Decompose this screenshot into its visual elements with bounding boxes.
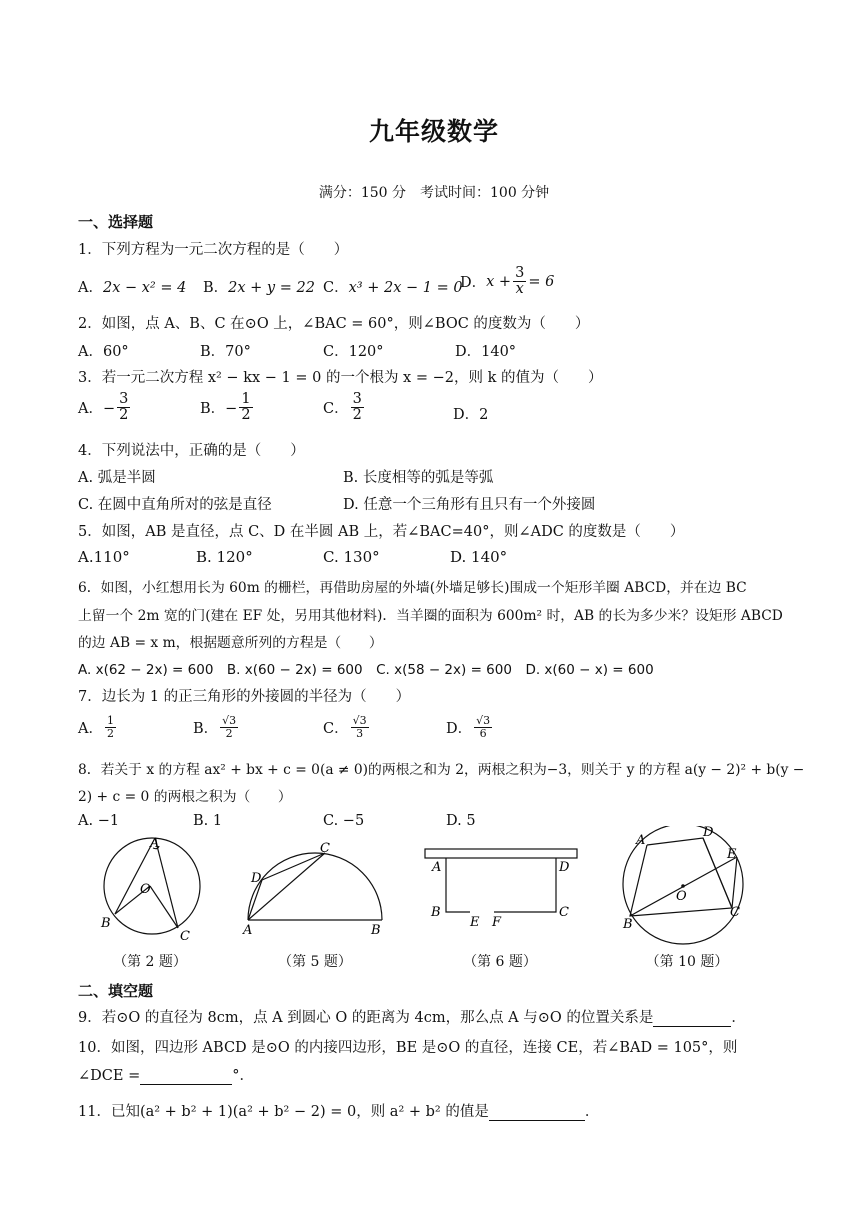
page-title: 九年级数学 xyxy=(368,117,499,146)
question-4-stem: 4．下列说法中，正确的是（ ） xyxy=(78,443,305,459)
exam-info: 满分：150 分 考试时间：100 分钟 xyxy=(318,185,550,201)
fig10-label-e: E xyxy=(727,847,737,862)
fig10-label-a: A xyxy=(636,833,646,848)
q8-option-c: C. −5 xyxy=(323,813,365,829)
fig5-label-a: A xyxy=(243,923,253,938)
fig2-label-b: B xyxy=(101,916,111,931)
q5-option-d: D. 140° xyxy=(450,548,508,566)
question-6-line-2: 上留一个 2m 宽的门(建在 EF 处，另用其他材料)．当羊圈的面积为 600m² 时，AB 的长为多少米？设矩形 ABCD xyxy=(78,608,783,624)
question-6-line-1: 6．如图，小红想用长为 60m 的栅栏，再借助房屋的外墙(外墙足够长)围成一个矩形羊圈 ABCD，并在边 BC xyxy=(78,580,747,596)
caption-figure-6: （第 6 题） xyxy=(463,954,537,970)
q2-option-a: A．60° xyxy=(78,344,129,360)
question-6-line-3: 的边 AB = x m，根据题意所列的方程是（ ） xyxy=(78,635,383,651)
q10-answer-blank[interactable] xyxy=(140,1070,232,1085)
fig6-label-a: A xyxy=(432,860,442,875)
fig10-label-c: C xyxy=(730,905,740,920)
fig10-label-b: B xyxy=(623,917,633,932)
question-9: 9．若⊙O 的直径为 8cm，点 A 到圆心 O 的距离为 4cm，那么点 A 与⊙O 的位置关系是 ． xyxy=(78,1010,746,1026)
geometry-figures xyxy=(0,826,868,956)
q5-option-b: B. 120° xyxy=(196,548,253,566)
q1-option-b: B．2x + y = 22 xyxy=(203,280,315,296)
q8-option-b: B. 1 xyxy=(193,813,223,829)
question-5-stem: 5．如图，AB 是直径，点 C、D 在半圆 AB 上，若∠BAC=40°，则∠ADC 的度数是（ ） xyxy=(78,524,685,540)
q5-option-c: C. 130° xyxy=(323,548,380,566)
q7-option-b: B． $\frac{√3}{2}$ xyxy=(193,714,237,740)
fig2-label-c: C xyxy=(180,929,190,944)
fig2-label-o: O xyxy=(140,882,151,897)
question-10-line-1: 10．如图，四边形 ABCD 是⊙O 的内接四边形，BE 是⊙O 的直径，连接 CE，若∠BAD = 105°，则 xyxy=(78,1040,738,1056)
caption-figure-2: （第 2 题） xyxy=(113,954,187,970)
fig10-center-dot xyxy=(681,884,685,888)
fig6-label-f: F xyxy=(492,915,502,930)
question-8-line-2: 2) + c = 0 的两根之积为（ ） xyxy=(78,789,292,805)
q3-option-b: B．− $\frac{1}{2}$ xyxy=(200,391,251,424)
question-11: 11．已知(a² + b² + 1)(a² + b² − 2) = 0，则 a² + b² 的值是 ． xyxy=(78,1104,600,1120)
question-10-line-2: ∠DCE = °． xyxy=(78,1068,254,1084)
q1-option-d: D． x + $\frac{3}{x}$ = 6 xyxy=(460,265,555,298)
caption-figure-10: （第 10 题） xyxy=(645,954,729,970)
q7-option-c: C． $\frac{√3}{3}$ xyxy=(323,714,367,740)
q2-option-d: D．140° xyxy=(455,344,517,360)
q3-option-d: D．2 xyxy=(453,407,489,423)
question-3-stem: 3．若一元二次方程 x² − kx − 1 = 0 的一个根为 x = −2，则 k 的值为（ ） xyxy=(78,370,603,386)
q3-option-a: A．− $\frac{3}{2}$ xyxy=(78,391,129,424)
q9-answer-blank[interactable] xyxy=(653,1012,731,1027)
question-7-stem: 7．边长为 1 的正三角形的外接圆的半径为（ ） xyxy=(78,689,411,705)
q2-option-c: C．120° xyxy=(323,344,384,360)
fig6-label-e: E xyxy=(470,915,480,930)
section-heading-fill: 二、填空题 xyxy=(78,982,154,1000)
q7-option-a: A． $\frac{1}{2}$ xyxy=(78,714,114,740)
q2-option-b: B．70° xyxy=(200,344,251,360)
question-8-line-1: 8．若关于 x 的方程 ax² + bx + c = 0(a ≠ 0)的两根之和为 2，两根之积为−3，则关于 y 的方程 a(y − 2)² + b(y − xyxy=(78,762,805,778)
fig5-label-c: C xyxy=(320,841,330,856)
q4-option-a: A. 弧是半圆 xyxy=(78,470,156,486)
q1-option-a: A．2x − x² = 4 xyxy=(78,280,187,296)
q1-option-c: C．x³ + 2x − 1 = 0 xyxy=(323,280,463,296)
q6-options: A. x(62 − 2x) = 600 B. x(60 − 2x) = 600 C. x(58 − 2x) = 600 D. x(60 − x) = 600 xyxy=(78,662,654,678)
fig6-label-d: D xyxy=(559,860,570,875)
fig10-label-d: D xyxy=(703,826,714,840)
q5-option-a: A.110° xyxy=(78,548,130,566)
fig2-label-a: A xyxy=(150,836,160,851)
q4-option-c: C. 在圆中直角所对的弦是直径 xyxy=(78,497,272,513)
fig5-label-d: D xyxy=(251,871,262,886)
q7-option-d: D． $\frac{√3}{6}$ xyxy=(446,714,491,740)
figure-q5-semicircle xyxy=(248,853,382,920)
figure-q2-circle xyxy=(104,838,200,934)
fig6-label-c: C xyxy=(559,905,569,920)
fig10-label-o: O xyxy=(676,889,687,904)
question-1-stem: 1．下列方程为一元二次方程的是（ ） xyxy=(78,242,349,258)
q4-option-b: B. 长度相等的弧是等弧 xyxy=(343,470,494,486)
q11-answer-blank[interactable] xyxy=(489,1106,585,1121)
q4-option-d: D. 任意一个三角形有且只有一个外接圆 xyxy=(343,497,596,513)
question-2-stem: 2．如图，点 A、B、C 在⊙O 上，∠BAC = 60°，则∠BOC 的度数为（ ） xyxy=(78,316,590,332)
q8-option-a: A. −1 xyxy=(78,813,120,829)
q3-option-c: C． $\frac{3}{2}$ xyxy=(323,391,362,424)
caption-figure-5: （第 5 题） xyxy=(278,954,352,970)
figure-q6-rectangle xyxy=(425,849,577,912)
fig6-label-b: B xyxy=(431,905,441,920)
fig5-label-b: B xyxy=(371,923,381,938)
section-heading-choice: 一、选择题 xyxy=(78,213,154,231)
q8-option-d: D. 5 xyxy=(446,813,476,829)
